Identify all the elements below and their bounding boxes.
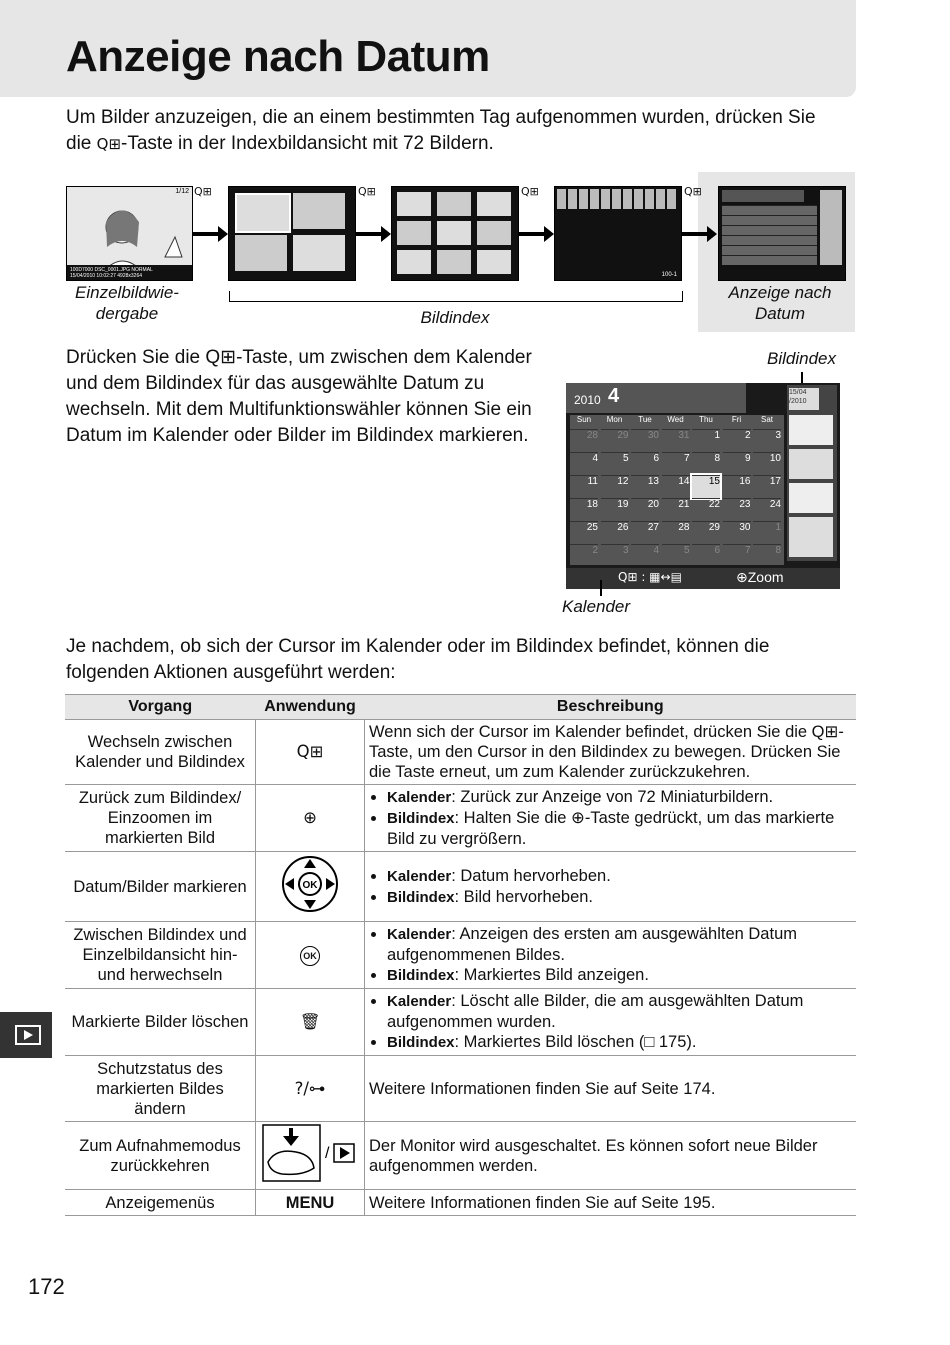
index-bracket bbox=[229, 291, 683, 302]
calendar-day[interactable]: 27 bbox=[631, 521, 659, 544]
thumbnail-key-icon: Q⊞ bbox=[96, 135, 122, 153]
thumbnail-key-icon: Q⊞ bbox=[194, 185, 212, 198]
thumbnail-key-icon: Q⊞ bbox=[684, 185, 702, 198]
ok-icon: OK bbox=[300, 946, 320, 966]
calendar-day[interactable]: 8 bbox=[753, 544, 781, 567]
row-vorgang: Datum/Bilder markieren bbox=[65, 852, 256, 922]
arrow-right-icon bbox=[355, 232, 383, 236]
calendar-day[interactable]: 18 bbox=[570, 498, 598, 521]
weekday-label: Sun bbox=[576, 415, 592, 424]
calendar-day[interactable]: 30 bbox=[631, 429, 659, 452]
calendar-day[interactable]: 26 bbox=[601, 521, 629, 544]
arrow-right-icon bbox=[192, 232, 220, 236]
calendar-day[interactable]: 19 bbox=[601, 498, 629, 521]
page-number: 172 bbox=[28, 1274, 65, 1299]
calendar-day[interactable]: 17 bbox=[753, 475, 781, 498]
calendar-day[interactable]: 6 bbox=[631, 452, 659, 475]
calendar-grid bbox=[570, 415, 784, 565]
leader-line bbox=[600, 580, 602, 596]
calendar-screen bbox=[566, 383, 840, 589]
list-item: • Bildindex: Bild hervorheben. bbox=[387, 887, 852, 908]
table-row bbox=[65, 852, 856, 922]
list-item: • Bildindex: Markiertes Bild anzeigen. bbox=[387, 965, 852, 986]
calendar-day[interactable]: 20 bbox=[631, 498, 659, 521]
section2-text: Drücken Sie die Q⊞-Taste, um zwischen dem Kalender und dem Bildindex für das ausgewählte Datum zu wechseln. Mit dem Multifunktionswähler können Sie ein Datum im Kalender oder Bilder im Bildindex markieren. bbox=[66, 347, 532, 446]
bildindex-thumbs bbox=[787, 385, 837, 561]
calendar-day[interactable]: 1 bbox=[692, 429, 720, 452]
header-vorgang: Vorgang bbox=[65, 695, 256, 720]
weekday-label: Sat bbox=[760, 415, 773, 424]
row-beschreibung: Der Monitor wird ausgeschaltet. Es können sofort neue Bilder aufgenommen werden. bbox=[365, 1122, 857, 1190]
calendar-day[interactable]: 5 bbox=[601, 452, 629, 475]
zoom-hint bbox=[736, 569, 784, 586]
playback-mode-strip bbox=[66, 185, 856, 335]
calendar-day[interactable]: 2 bbox=[723, 429, 751, 452]
calendar-day[interactable]: 25 bbox=[570, 521, 598, 544]
calendar-day[interactable]: 11 bbox=[570, 475, 598, 498]
caption-index: Bildindex bbox=[420, 308, 490, 327]
frame-info-2: 15/04/2010 10:02:27 4928x3264 bbox=[70, 273, 143, 279]
calendar-mini-screen bbox=[718, 186, 846, 281]
multi-selector-icon bbox=[256, 852, 365, 922]
list-item: • Kalender: Anzeigen des ersten am ausgewählten Datum aufgenommenen Bildes. bbox=[387, 924, 852, 965]
table-row bbox=[65, 922, 856, 989]
intro-line-1: Um Bilder anzuzeigen, die an einem bestimmten Tag aufgenommen wurden, drücken Sie bbox=[66, 107, 816, 128]
protect-key-icon: ?/⊶ bbox=[256, 1056, 365, 1122]
list-item: • Kalender: Zurück zur Anzeige von 72 Miniaturbildern. bbox=[387, 787, 852, 808]
menu-button-icon: MENU bbox=[256, 1190, 365, 1216]
calendar-footer bbox=[566, 568, 840, 589]
footer-toggle-hint: Q⊞ : ▦↔▤ bbox=[618, 570, 682, 584]
calendar-day[interactable]: 16 bbox=[723, 475, 751, 498]
calendar-header bbox=[566, 383, 746, 413]
table-row bbox=[65, 785, 856, 852]
calendar-day[interactable]: 22 bbox=[692, 498, 720, 521]
zoom-in-icon: ⊕ bbox=[256, 785, 365, 852]
zoom-label: Zoom bbox=[747, 569, 784, 585]
calendar-day[interactable]: 7 bbox=[662, 452, 690, 475]
date-badge: 15/04 /2010 bbox=[789, 388, 819, 410]
calendar-day[interactable]: 2 bbox=[570, 544, 598, 567]
weekday-label: Fri bbox=[731, 415, 742, 424]
calendar-day[interactable]: 28 bbox=[662, 521, 690, 544]
calendar-day[interactable]: 4 bbox=[570, 452, 598, 475]
single-frame-screen bbox=[66, 186, 193, 281]
caption-date bbox=[706, 282, 854, 324]
intro-text bbox=[66, 105, 866, 157]
frame-info-1: 100D7000 DSC_0001.JPG NORMAL bbox=[70, 267, 153, 273]
shutter-release-icon bbox=[262, 1124, 358, 1182]
calendar-day[interactable]: 15 bbox=[692, 475, 720, 498]
thumbnail-key-icon: Q⊞ bbox=[358, 185, 376, 198]
calendar-day[interactable]: 12 bbox=[601, 475, 629, 498]
row-vorgang: Zum Aufnahmemodus zurückkehren bbox=[65, 1122, 256, 1190]
intro-line-2-prefix: die bbox=[66, 133, 97, 154]
header-anwendung: Anwendung bbox=[256, 695, 365, 720]
svg-text:/: / bbox=[325, 1145, 330, 1162]
trash-icon: 🗑 bbox=[256, 989, 365, 1056]
calendar-day[interactable]: 24 bbox=[753, 498, 781, 521]
ok-button-icon bbox=[256, 922, 365, 989]
multi-selector-icon bbox=[280, 854, 340, 914]
arrow-right-icon bbox=[518, 232, 546, 236]
list-item: • Bildindex: Halten Sie die ⊕-Taste gedrückt, um das markierte Bild zu vergrößern. bbox=[387, 808, 852, 849]
calendar-day[interactable]: 8 bbox=[692, 452, 720, 475]
table-row bbox=[65, 989, 856, 1056]
weekday-label: Mon bbox=[606, 415, 623, 424]
calendar-day[interactable]: 31 bbox=[662, 429, 690, 452]
playback-icon bbox=[0, 1012, 52, 1058]
calendar-day[interactable]: 14 bbox=[662, 475, 690, 498]
page-title: Anzeige nach Datum bbox=[66, 32, 490, 81]
table-row bbox=[65, 1122, 856, 1190]
list-item: • Bildindex: Markiertes Bild löschen (□ 175). bbox=[387, 1032, 852, 1053]
thumbnail-key-icon: Q⊞ bbox=[256, 720, 365, 785]
calendar-day[interactable]: 3 bbox=[601, 544, 629, 567]
index-9-screen bbox=[391, 186, 519, 281]
calendar-day[interactable]: 5 bbox=[662, 544, 690, 567]
caption-date-text: Anzeige nach Datum bbox=[728, 283, 832, 323]
index-4-screen bbox=[228, 186, 356, 281]
zoom-icon: ⊕ bbox=[736, 570, 748, 586]
calendar-day[interactable]: 21 bbox=[662, 498, 690, 521]
table-row bbox=[65, 1056, 856, 1122]
row-vorgang: Zurück zum Bildindex/ Einzoomen im markierten Bild bbox=[65, 785, 256, 852]
calendar-day[interactable]: 9 bbox=[723, 452, 751, 475]
calendar-day[interactable]: 28 bbox=[570, 429, 598, 452]
arrow-right-icon bbox=[681, 232, 709, 236]
shutter-release-icon bbox=[256, 1122, 365, 1190]
calendar-day[interactable]: 29 bbox=[601, 429, 629, 452]
table-header-row bbox=[65, 695, 856, 720]
row-vorgang: Zwischen Bildindex und Einzelbildansicht hin- und herwechseln bbox=[65, 922, 256, 989]
frame-counter: 1/12 bbox=[175, 188, 189, 195]
table-row bbox=[65, 720, 856, 785]
playback-section-tab bbox=[0, 1012, 52, 1058]
intro-line-2-suffix: -Taste in der Indexbildansicht mit 72 Bildern. bbox=[121, 133, 494, 154]
header-beschreibung: Beschreibung bbox=[365, 695, 857, 720]
label-bildindex: Bildindex bbox=[767, 349, 836, 368]
calendar-day[interactable]: 13 bbox=[631, 475, 659, 498]
table-row bbox=[65, 1190, 856, 1216]
caption-single-text: Einzelbildwie- dergabe bbox=[75, 283, 179, 323]
caption-single bbox=[72, 282, 182, 324]
calendar-day[interactable]: 6 bbox=[692, 544, 720, 567]
calendar-day[interactable]: 7 bbox=[723, 544, 751, 567]
index-72-screen bbox=[554, 186, 682, 281]
row-beschreibung: Weitere Informationen finden Sie auf Seite 174. bbox=[365, 1056, 857, 1122]
row-vorgang: Markierte Bilder löschen bbox=[65, 989, 256, 1056]
weekday-label: Tue bbox=[638, 415, 652, 424]
row-vorgang: Wechseln zwischen Kalender und Bildindex bbox=[65, 720, 256, 785]
row-vorgang: Schutzstatus des markierten Bildes ändern bbox=[65, 1056, 256, 1122]
weekday-label: Wed bbox=[667, 415, 684, 424]
calendar-day[interactable]: 29 bbox=[692, 521, 720, 544]
row-beschreibung: Wenn sich der Cursor im Kalender befindet, drücken Sie die Q⊞-Taste, um den Cursor in den Bildindex zu bewegen. Drücken Sie die Taste erneut, um zum Kalender zurückzukehren. bbox=[365, 720, 857, 785]
calendar-year: 2010 bbox=[574, 393, 601, 407]
list-item: • Kalender: Löscht alle Bilder, die am ausgewählten Datum aufgenommen wurden. bbox=[387, 991, 852, 1032]
row-beschreibung: Weitere Informationen finden Sie auf Seite 195. bbox=[365, 1190, 857, 1216]
list-item: • Kalender: Datum hervorheben. bbox=[387, 866, 852, 887]
row-vorgang: Anzeigemenüs bbox=[65, 1190, 256, 1216]
calendar-day[interactable]: 4 bbox=[631, 544, 659, 567]
section3-text: Je nachdem, ob sich der Cursor im Kalender oder im Bildindex befindet, können die folgenden Aktionen ausgeführt werden: bbox=[66, 636, 770, 683]
svg-text:OK: OK bbox=[302, 880, 318, 891]
calendar-day[interactable]: 3 bbox=[753, 429, 781, 452]
calendar-day[interactable]: 30 bbox=[723, 521, 751, 544]
calendar-day[interactable]: 10 bbox=[753, 452, 781, 475]
label-kalender: Kalender bbox=[562, 597, 631, 616]
thumbnail-key-icon: Q⊞ bbox=[521, 185, 539, 198]
calendar-day[interactable]: 1 bbox=[753, 521, 781, 544]
index-frame-label: 100-1 bbox=[661, 272, 677, 278]
operations-table bbox=[65, 694, 856, 1216]
calendar-day[interactable]: 23 bbox=[723, 498, 751, 521]
calendar-month: 4 bbox=[608, 385, 620, 407]
weekday-label: Thu bbox=[699, 415, 713, 424]
